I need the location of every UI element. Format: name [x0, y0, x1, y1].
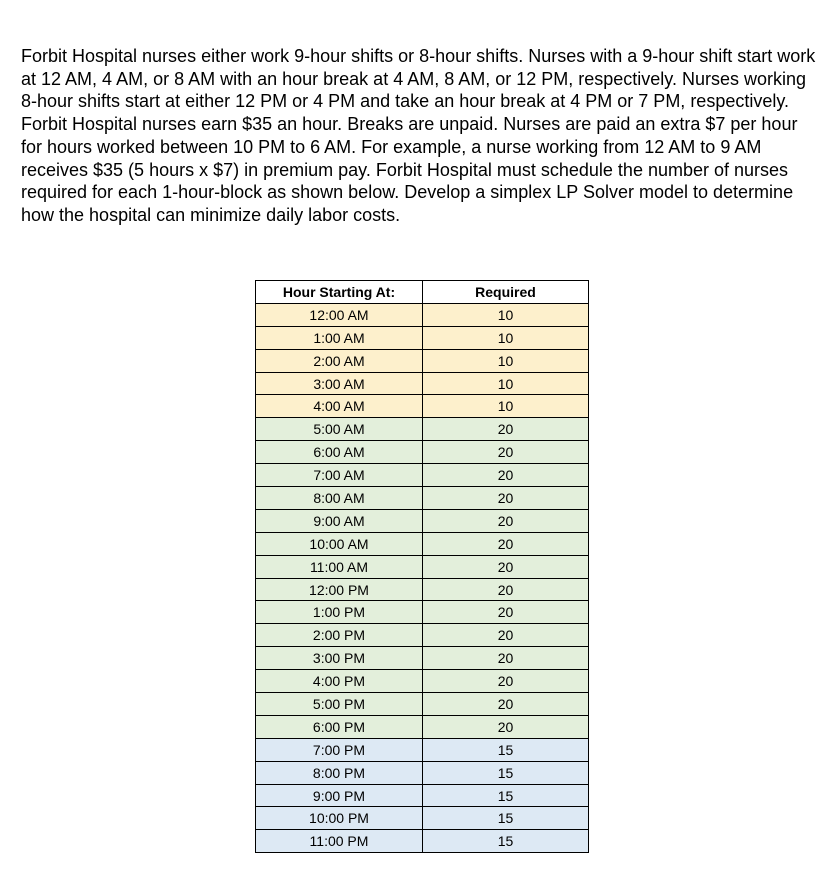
table-row — [256, 601, 589, 624]
cell-hour: 3:00 PM — [256, 647, 423, 670]
cell-required: 10 — [423, 349, 589, 372]
cell-required: 10 — [423, 326, 589, 349]
cell-hour: 11:00 PM — [256, 830, 423, 853]
cell-hour: 10:00 AM — [256, 532, 423, 555]
table-row — [256, 418, 589, 441]
cell-hour: 7:00 AM — [256, 464, 423, 487]
table-row — [256, 807, 589, 830]
cell-hour: 2:00 AM — [256, 349, 423, 372]
cell-required: 10 — [423, 395, 589, 418]
table-row — [256, 830, 589, 853]
cell-hour: 1:00 AM — [256, 326, 423, 349]
cell-hour: 9:00 PM — [256, 784, 423, 807]
header-hour-starting-at: Hour Starting At: — [256, 281, 423, 304]
cell-hour: 8:00 PM — [256, 761, 423, 784]
cell-required: 20 — [423, 532, 589, 555]
cell-hour: 4:00 PM — [256, 670, 423, 693]
cell-required: 20 — [423, 509, 589, 532]
cell-required: 20 — [423, 555, 589, 578]
cell-required: 20 — [423, 670, 589, 693]
table-row — [256, 372, 589, 395]
table-row — [256, 761, 589, 784]
table-row — [256, 326, 589, 349]
cell-required: 20 — [423, 441, 589, 464]
header-required: Required — [423, 281, 589, 304]
cell-hour: 6:00 PM — [256, 715, 423, 738]
cell-hour: 5:00 PM — [256, 693, 423, 716]
table-row — [256, 624, 589, 647]
cell-required: 20 — [423, 418, 589, 441]
cell-hour: 4:00 AM — [256, 395, 423, 418]
table-row — [256, 464, 589, 487]
cell-hour: 7:00 PM — [256, 738, 423, 761]
table-row — [256, 395, 589, 418]
table-row — [256, 303, 589, 326]
table-row — [256, 349, 589, 372]
cell-hour: 12:00 AM — [256, 303, 423, 326]
cell-hour: 11:00 AM — [256, 555, 423, 578]
table-row — [256, 738, 589, 761]
cell-required: 15 — [423, 761, 589, 784]
cell-required: 15 — [423, 807, 589, 830]
cell-required: 20 — [423, 715, 589, 738]
cell-required: 15 — [423, 784, 589, 807]
cell-required: 20 — [423, 601, 589, 624]
table-row — [256, 532, 589, 555]
cell-required: 20 — [423, 487, 589, 510]
cell-hour: 2:00 PM — [256, 624, 423, 647]
cell-hour: 1:00 PM — [256, 601, 423, 624]
table-row — [256, 509, 589, 532]
cell-hour: 3:00 AM — [256, 372, 423, 395]
cell-required: 20 — [423, 464, 589, 487]
cell-hour: 8:00 AM — [256, 487, 423, 510]
cell-hour: 6:00 AM — [256, 441, 423, 464]
table-row — [256, 715, 589, 738]
cell-required: 20 — [423, 647, 589, 670]
cell-required: 20 — [423, 693, 589, 716]
cell-hour: 5:00 AM — [256, 418, 423, 441]
cell-required: 15 — [423, 738, 589, 761]
table-row — [256, 647, 589, 670]
table-body — [256, 303, 589, 852]
cell-required: 20 — [423, 578, 589, 601]
cell-hour: 9:00 AM — [256, 509, 423, 532]
problem-statement: Forbit Hospital nurses either work 9-hour shifts or 8-hour shifts. Nurses with a 9-hour shift start work at 12 AM, 4 AM, or 8 AM with an hour break at 4 AM, 8 AM, or 12 PM, respectively. Nurses working 8-hour shifts start at either 12 PM or 4 PM and take an hour break at 4 PM or 7 PM, respectively. Forbit Hospital nurses earn $35 an hour. Breaks are unpaid. Nurses are paid an extra $7 per hour for hours worked between 10 PM to 6 AM. For example, a nurse working from 12 AM to 9 AM receives $35 (5 hours x $7) in premium pay. Forbit Hospital must schedule the number of nurses required for each 1-hour-block as shown below. Develop a simplex LP Solver model to determine how the hospital can minimize daily labor costs. — [21, 46, 816, 225]
table-row — [256, 578, 589, 601]
table-row — [256, 784, 589, 807]
table-row — [256, 487, 589, 510]
table-row — [256, 693, 589, 716]
cell-hour: 10:00 PM — [256, 807, 423, 830]
cell-required: 10 — [423, 303, 589, 326]
table-row — [256, 555, 589, 578]
cell-required: 20 — [423, 624, 589, 647]
cell-required: 10 — [423, 372, 589, 395]
requirements-table-container — [255, 280, 589, 853]
table-row — [256, 441, 589, 464]
table-row — [256, 670, 589, 693]
cell-hour: 12:00 PM — [256, 578, 423, 601]
cell-required: 15 — [423, 830, 589, 853]
requirements-table — [255, 280, 589, 853]
table-header-row — [256, 281, 589, 304]
